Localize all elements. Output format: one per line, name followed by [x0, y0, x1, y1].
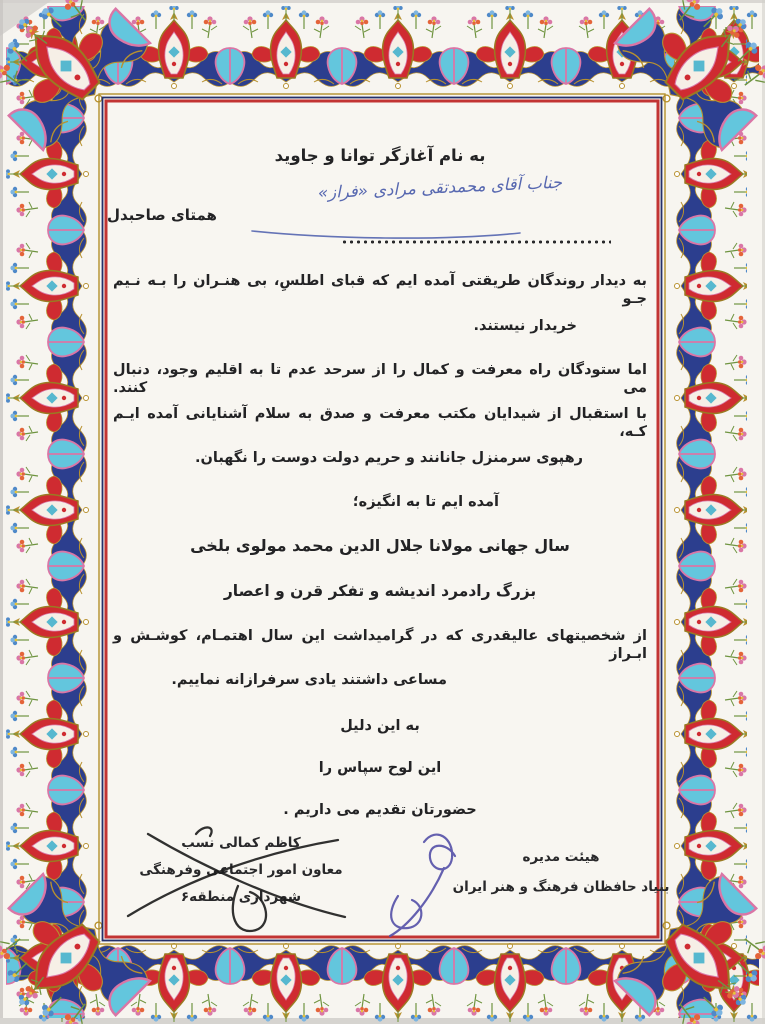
body-line: مساعی داشتند یادی سرفرازانه نماییم.: [171, 672, 447, 688]
occasion-subtitle-line: بزرگ رادمرد اندیشه و تفکر قرن و اعصار: [223, 582, 537, 600]
occasion-title-line: سال جهانی مولانا جلال الدین محمد مولوی بلخی: [190, 536, 570, 555]
border-band-left: [6, 6, 92, 1018]
recipient-label: همتای صاحبدل: [107, 206, 217, 224]
signer-name: کاظم کمالی نسب: [181, 835, 301, 851]
dotted-fill-line: [341, 239, 611, 245]
body-line: اما ستودگان راه معرفت و کمال را از سرحد عدم تا به اقلیم وجود، دنبال می کنند.: [113, 362, 647, 397]
closing-line: حضورتان تقدیم می داریم .: [283, 802, 477, 818]
body-line: به دیدار روندگان طریقتی آمده ایم که قبای اطلسِ، بی هنـران را بـه نـیم جـو: [113, 273, 647, 308]
signer-role: معاون امور اجتماعی وفرهنگی: [139, 862, 343, 878]
body-line: آمده ایم تا به انگیزه؛: [352, 494, 499, 510]
closing-line: این لوح سپاس را: [318, 760, 442, 776]
signature-block-left: [121, 830, 361, 911]
signer-title: هیئت مدیره: [522, 849, 600, 865]
signature-block-right: [437, 842, 685, 902]
invocation-line: به نام آغازگر توانا و جاوید: [274, 146, 486, 165]
recipient-handwritten-name: جناب آقای محمدتقی مرادی «فراز»: [317, 172, 563, 203]
certificate-content: [105, 100, 670, 935]
signer-org: بنیاد حافظان فرهنگ و هنر ایران: [452, 879, 670, 895]
closing-line: به این دلیل: [340, 718, 420, 734]
body-line: خریدار نیستند.: [473, 318, 577, 334]
signer-org: شهرداری منطقه۶: [180, 889, 302, 905]
body-line: با استقبال از شیدایان مکتب معرفت و صدق به سلام آشنایانی آمده ایـم کـه،: [113, 406, 647, 441]
body-line: از شخصیتهای عالیقدری که در گرامیداشت این سال اهتمـام، کوشـش و ابـراز: [113, 628, 647, 663]
body-line: رهپوی سرمنزل جانانند و حریم دولت دوست را نگهبان.: [194, 450, 583, 466]
